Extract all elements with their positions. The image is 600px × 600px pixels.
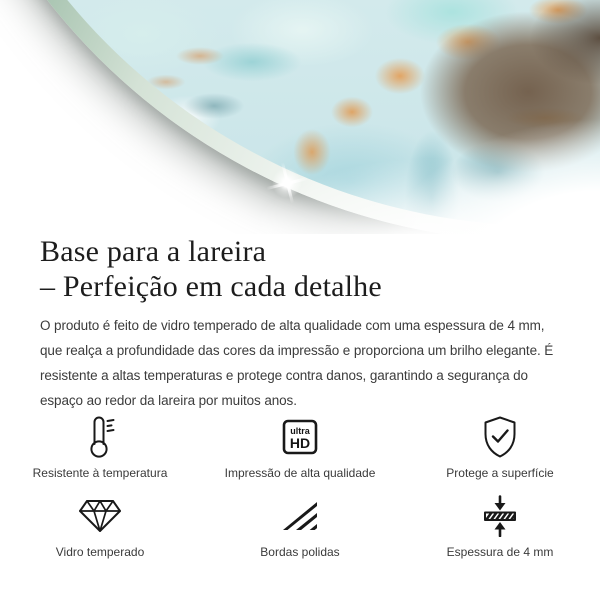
feature-item-temperature (0, 414, 200, 480)
thermometer-icon (85, 414, 115, 460)
feature-grid (0, 414, 600, 559)
feature-label: Bordas polidas (260, 545, 340, 559)
feature-item-thickness (400, 493, 600, 559)
product-info-section (0, 234, 600, 413)
feature-label: Espessura de 4 mm (446, 545, 554, 559)
feature-label: Vidro temperado (55, 545, 145, 559)
shield-check-icon (480, 414, 520, 460)
thickness-4mm-icon (481, 493, 519, 539)
feature-item-print-quality (200, 414, 400, 480)
page-title (40, 234, 560, 304)
feature-item-tempered-glass (0, 493, 200, 559)
svg-text:ultra: ultra (290, 426, 310, 436)
ultra-hd-icon (281, 414, 319, 460)
feature-item-polished-edges (200, 493, 400, 559)
page-title-line1: Base para a lareira (40, 235, 267, 268)
feature-label: Resistente à temperatura (32, 466, 168, 480)
page-title-line2: – Perfeição em cada detalhe (40, 270, 382, 303)
feature-label: Protege a superfície (446, 466, 554, 480)
feature-item-protection (400, 414, 600, 480)
hero-image (0, 0, 600, 234)
feature-label: Impressão de alta qualidade (224, 466, 376, 480)
svg-text:HD: HD (289, 435, 311, 451)
polished-edges-icon (281, 493, 319, 539)
product-description: O produto é feito de vidro temperado de alta qualidade com uma espessura de 4 mm, que realça a profundidade das cores da impressão e proporciona um brilho elegante. É resistente a altas temperaturas e protege contra danos, garantindo a segurança do espaço ao redor da lareira por muitos anos. (40, 318, 554, 408)
diamond-icon (78, 493, 122, 539)
